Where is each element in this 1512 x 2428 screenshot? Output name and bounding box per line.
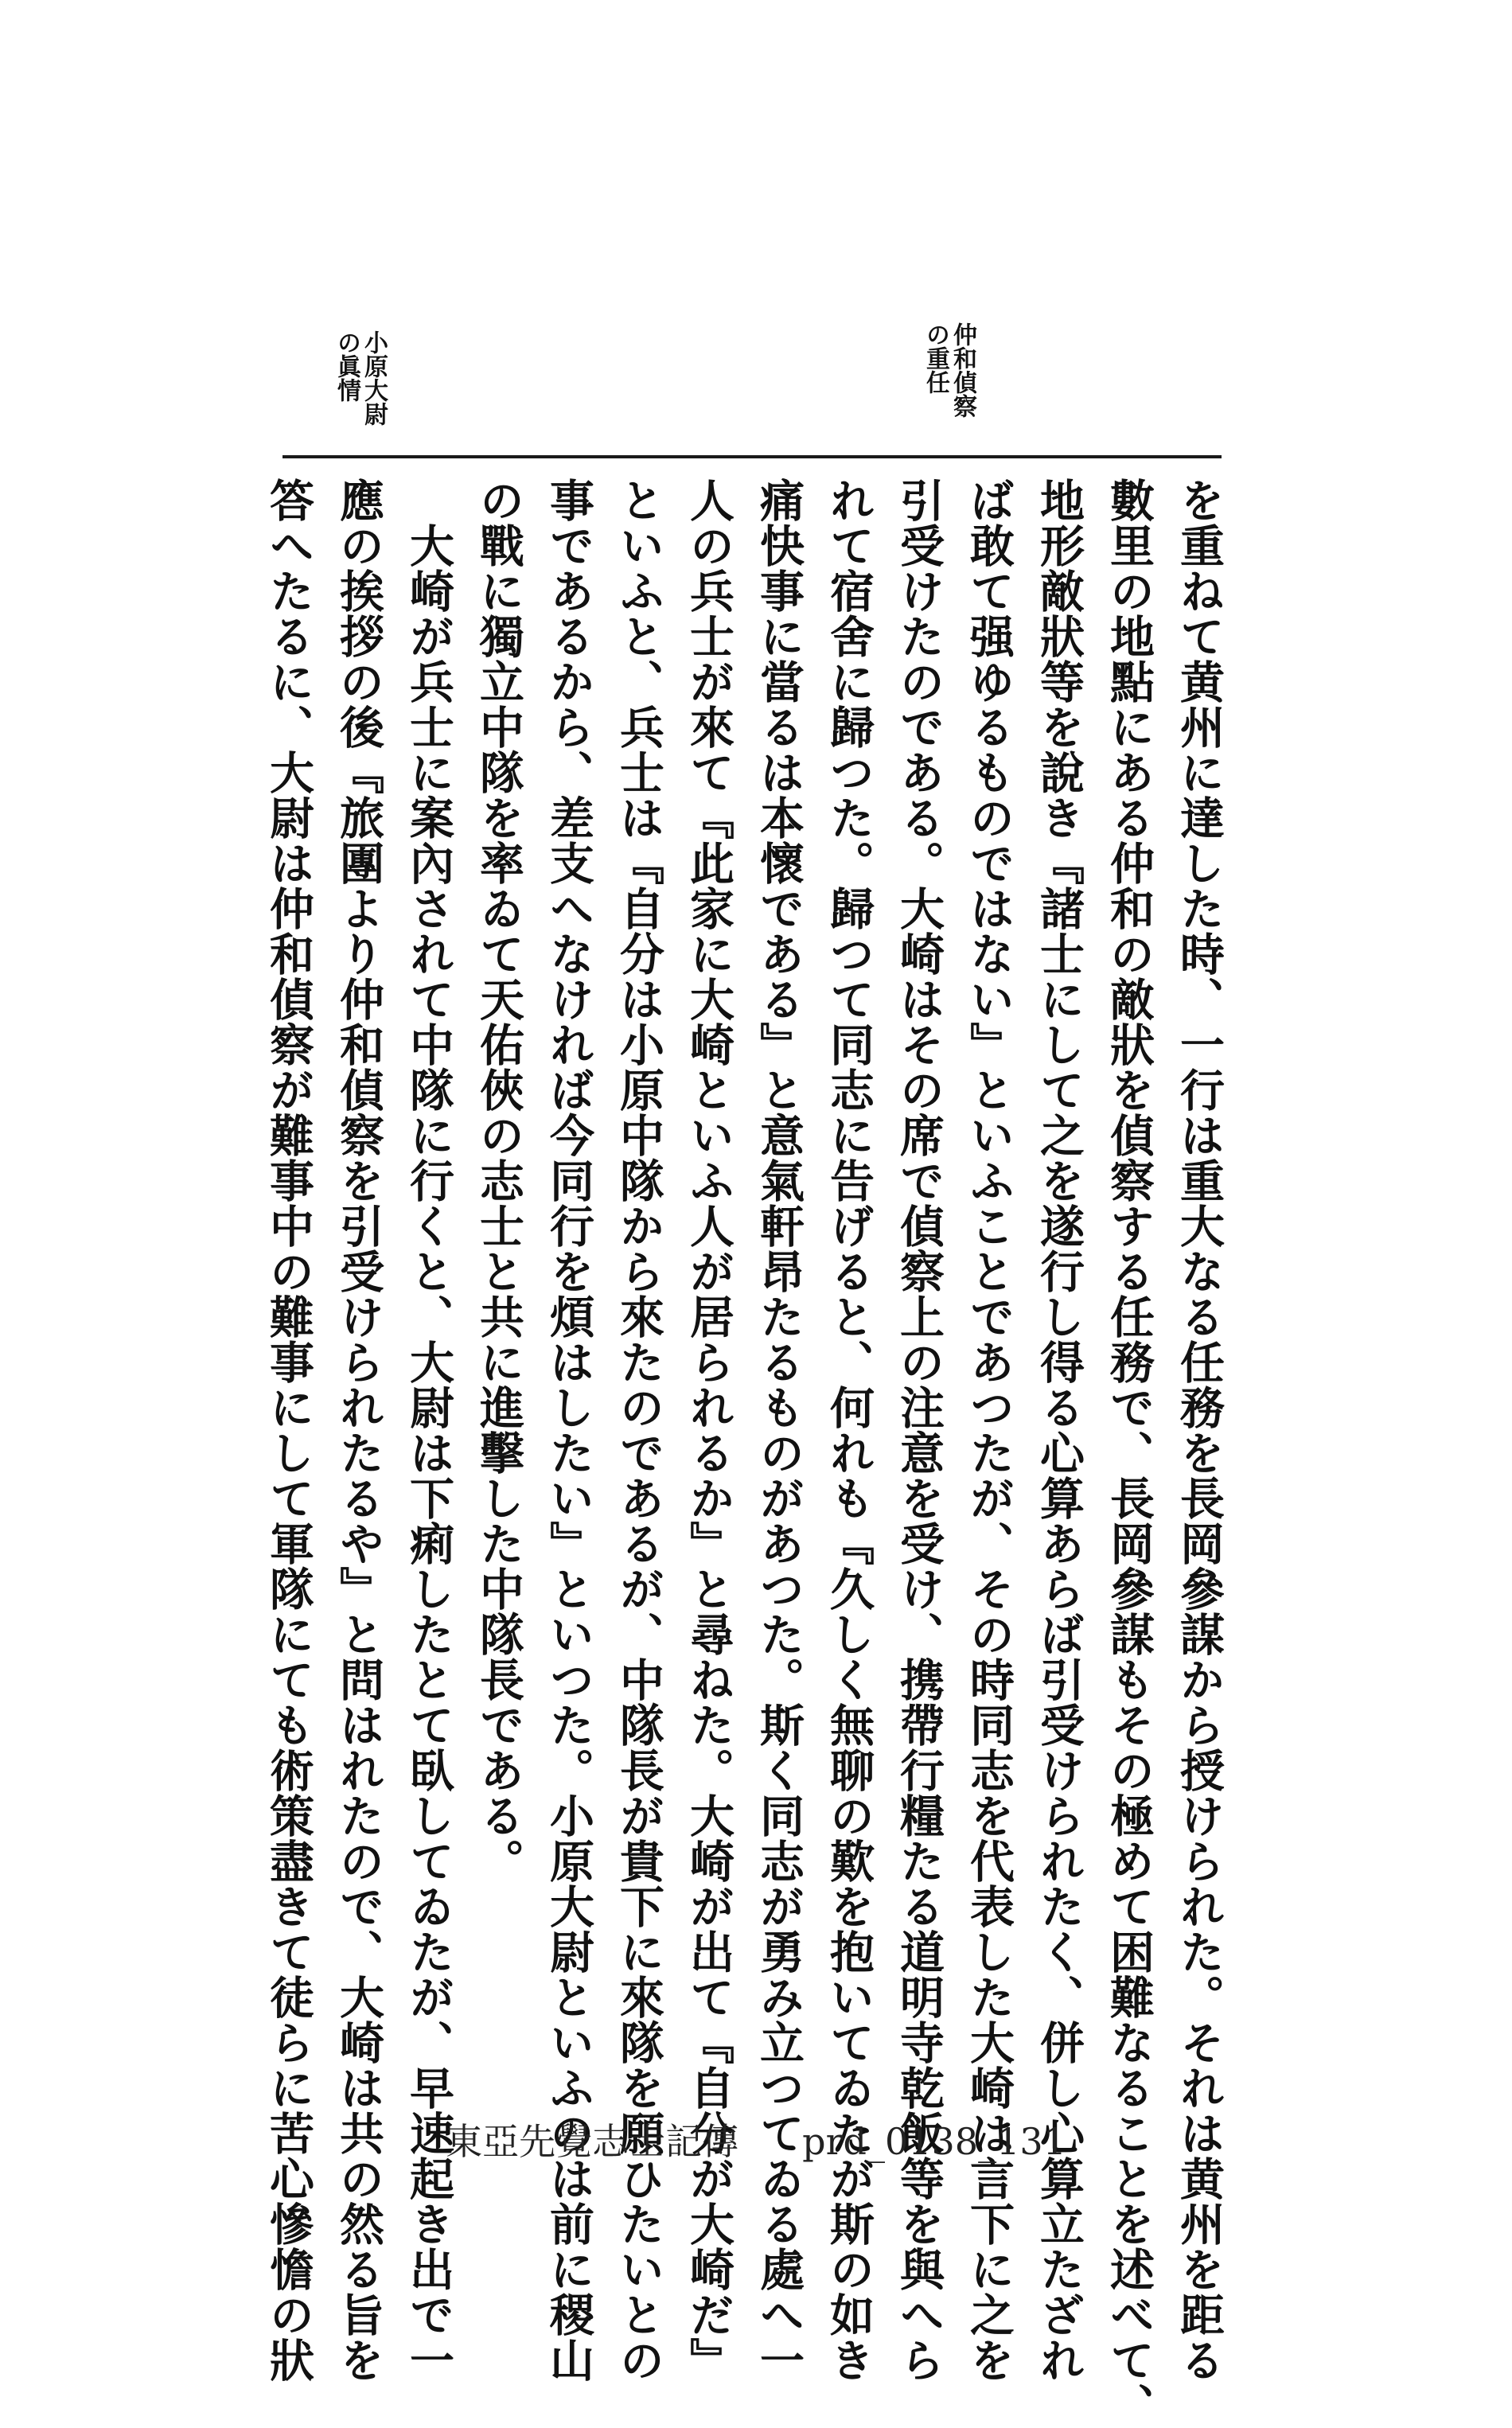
footer-page-id: prd_0138_131	[802, 2120, 1066, 2163]
headnote-ohara-sincerity: 小原大尉 の眞情	[333, 330, 388, 426]
text-line: 事であるから、差支へなければ今同行を煩はしたい』といつた。小原大尉といふのは前に稷山	[543, 477, 594, 2383]
text-line: ば敢て强ゆるものではない』といふことであつたが、その時同志を代表した大崎は言下に之を	[963, 477, 1015, 2383]
text-line: 地形敵狀等を說き『諸士にして之を遂行し得る心算あらば引受けられたく、併し心算立たざれ	[1033, 477, 1085, 2383]
text-line: 引受けたのである。大崎はその席で偵察上の注意を受け、携帶行糧たる道明寺乾飯等を與へら	[893, 477, 945, 2383]
text-line: といふと、兵士は『自分は小原中隊から來たのであるが、中隊長が貴下に來隊を願ひたいとの	[613, 477, 664, 2383]
text-line: 數里の地點にある仲和の敵狀を偵察する任務で、長岡參謀もその極めて困難なることを述べて、	[1103, 477, 1155, 2428]
text-line: を重ねて黄州に達した時、一行は重大なる任務を長岡參謀から授けられた。それは黄州を距る	[1173, 477, 1225, 2383]
text-line: の戰に獨立中隊を率ゐて天佑俠の志士と共に進擊した中隊長である。	[473, 477, 524, 1884]
headnote-nakawa-reconnaissance: 仲和偵察 の重任	[922, 322, 976, 418]
page-footer	[0, 2113, 1512, 2165]
text-line: 大崎が兵士に案內されて中隊に行くと、大尉は下痢したとて臥してゐたが、早速起き出で一	[403, 477, 454, 2383]
header-rule	[283, 455, 1222, 458]
text-line: 痛快事に當るは本懷である』と意氣軒昂たるものがあつた。斯く同志が勇み立つてゐる處へ一	[753, 477, 805, 2383]
text-line: 答へたるに、大尉は仲和偵察が難事中の難事にして軍隊にても術策盡きて徒らに苦心慘憺の狀	[263, 477, 314, 2383]
text-line: 應の挨拶の後『旅團より仲和偵察を引受けられたるや』と問はれたので、大崎は共の然る旨を	[333, 477, 384, 2383]
text-line: れて宿舍に歸つた。歸つて同志に告げると、何れも『久しく無聊の歎を抱いてゐたが斯の如き	[823, 477, 875, 2383]
footer-book-title: 東亞先覺志士記傳	[446, 2120, 739, 2163]
text-line: 人の兵士が來て『此家に大崎といふ人が居られるか』と尋ねた。大崎が出て『自分が大崎だ』	[683, 477, 735, 2383]
